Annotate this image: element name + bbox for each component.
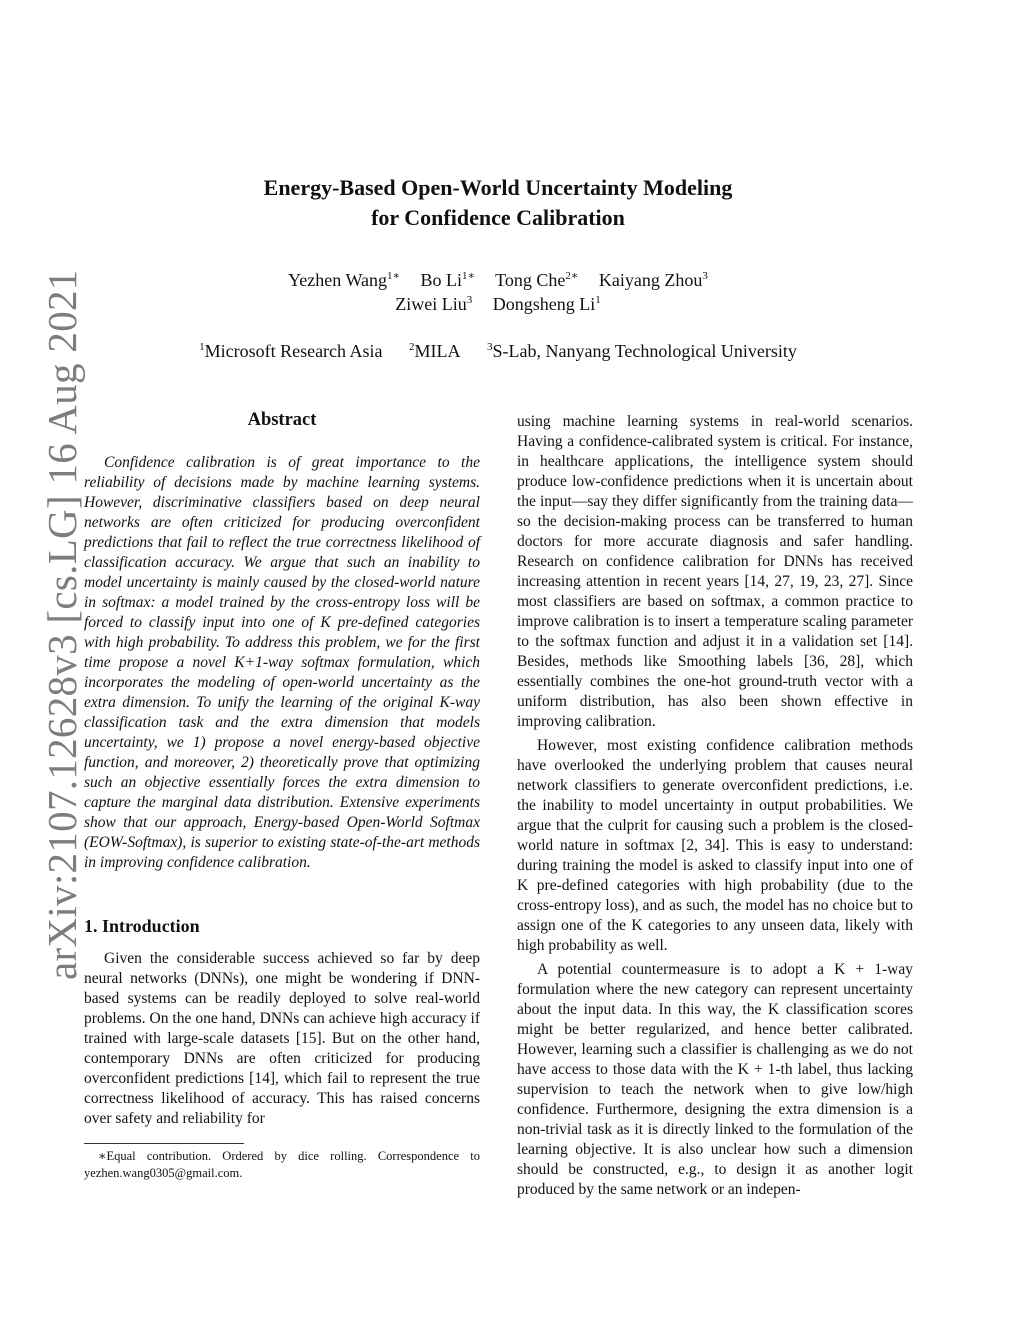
paper-title-line-2: for Confidence Calibration (371, 205, 625, 230)
introduction-paragraph: using machine learning systems in real-world scenarios. Having a confidence-calibrated system is critical. For instance, in healthcare applications, the intelligence system should produce low-confidence predictions when it is uncertain about the input—say they differ significantly from the training data—so the decision-making process can be transferred to human doctors for more accurate diagnosis and safer handling. Research on confidence calibration for DNNs has received increasing attention in recent years [14, 27, 19, 23, 27]. Since most classifiers are based on softmax, a common practice to improve calibration is to insert a temperature scaling parameter to the softmax function and adjust it in a validation set [14]. Besides, methods like Smoothing labels [36, 28], which essentially combines the one-hot ground-truth vector with a uniform distribution, has also been shown effective in improving calibration. (517, 413, 913, 730)
affiliation-mark: 3 (487, 341, 493, 353)
left-column (84, 407, 480, 1182)
author-affil-mark: 3 (466, 294, 473, 306)
author-name: Dongsheng Li (492, 294, 596, 314)
author-affil-mark: 2∗ (565, 270, 579, 282)
abstract-body: Confidence calibration is of great importance to the reliability of decisions made by machine learning systems. However, discriminative classifiers based on deep neural networks are often criticized for producing overconfident predictions that fail to reflect the true correctness likelihood of classification accuracy. We argue that such an inability to model uncertainty is mainly caused by the closed-world nature in softmax: a model trained by the cross-entropy loss will be forced to classify input into one of K pre-defined categories with high probability. To address this problem, we for the first time propose a novel K+1-way softmax formulation, which incorporates the modeling of open-world uncertainty as the extra dimension. To unify the learning of the original K-way classification task and the extra dimension that models uncertainty, we 1) propose a novel energy-based objective function, and moreover, 2) theoretically prove that optimizing such an objective essentially forces the extra dimension to capture the marginal data distribution. Extensive experiments show that our approach, Energy-based Open-World Softmax (EOW-Softmax), is superior to existing state-of-the-art methods in improving confidence calibration. (84, 454, 480, 871)
author-affil-mark: 1∗ (387, 270, 400, 282)
arxiv-identifier: arXiv:2107.12628v3 [cs.LG] 16 Aug 2021 (39, 269, 85, 980)
affiliation-list (0, 339, 996, 363)
author-name: Tong Che (495, 270, 566, 290)
paper-title-line-1: Energy-Based Open-World Uncertainty Modeling (263, 175, 733, 200)
author-affil-mark: 1 (595, 294, 601, 306)
abstract-heading: Abstract (247, 410, 317, 430)
author-affil-mark: 1∗ (462, 270, 475, 282)
affiliation-mark: 1 (199, 341, 205, 353)
affiliation-name: S-Lab, Nanyang Technological University (492, 341, 797, 361)
author-name: Bo Li (420, 270, 462, 290)
introduction-heading: 1. Introduction (84, 916, 200, 936)
introduction-paragraph: A potential countermeasure is to adopt a K + 1-way formulation where the new category can represent uncertainty about the input data. In this way, the K classification scores might be better regularized, and hence better calibrated. However, learning such a classifier is challenging as we do not have access to those data with the K + 1-th label, thus lacking supervision to teach the network when to give low/high confidence. Furthermore, designing the extra dimension is a non-trivial task as it is directly linked to the formulation of the learning objective. It is also unclear how such a dimension should be constructed, e.g., to design it as another logit produced by the same network or an indepen- (517, 961, 913, 1198)
author-affil-mark: 3 (702, 270, 708, 282)
footnote-divider (84, 1143, 244, 1144)
author-name: Ziwei Liu (395, 294, 467, 314)
footnote: ∗Equal contribution. Ordered by dice rolling. Correspondence to yezhen.wang0305@gmail.com. (84, 1149, 480, 1180)
affiliation-name: Microsoft Research Asia (204, 341, 383, 361)
right-column (517, 412, 913, 1200)
affiliation-mark: 2 (409, 341, 415, 353)
paper-title (0, 173, 996, 233)
author-name: Kaiyang Zhou (598, 270, 703, 290)
author-list (0, 268, 996, 316)
author-name: Yezhen Wang (288, 270, 387, 290)
introduction-paragraph: However, most existing confidence calibration methods have overlooked the underlying problem that causes neural network classifiers to generate overconfident predictions, i.e. the inability to model uncertainty in output probabilities. We argue that the culprit for causing such a problem is the closed-world nature in softmax [2, 34]. This is easy to understand: during training the model is asked to classify input into one of K pre-defined categories with high probability (due to the cross-entropy loss), and as such, the model has no choice but to assign one of the K categories to any unseen data, likely with high probability as well. (517, 737, 913, 954)
affiliation-name: MILA (414, 341, 461, 361)
introduction-paragraph: Given the considerable success achieved so far by deep neural networks (DNNs), one might be wondering if DNN-based systems can be readily deployed to solve real-world problems. On the one hand, DNNs can achieve high accuracy if trained with large-scale datasets [15]. But on the other hand, contemporary DNNs are often criticized for producing overconfident predictions [14], which fail to represent the true correctness likelihood of accuracy. This has raised concerns over safety and reliability for (84, 950, 480, 1127)
